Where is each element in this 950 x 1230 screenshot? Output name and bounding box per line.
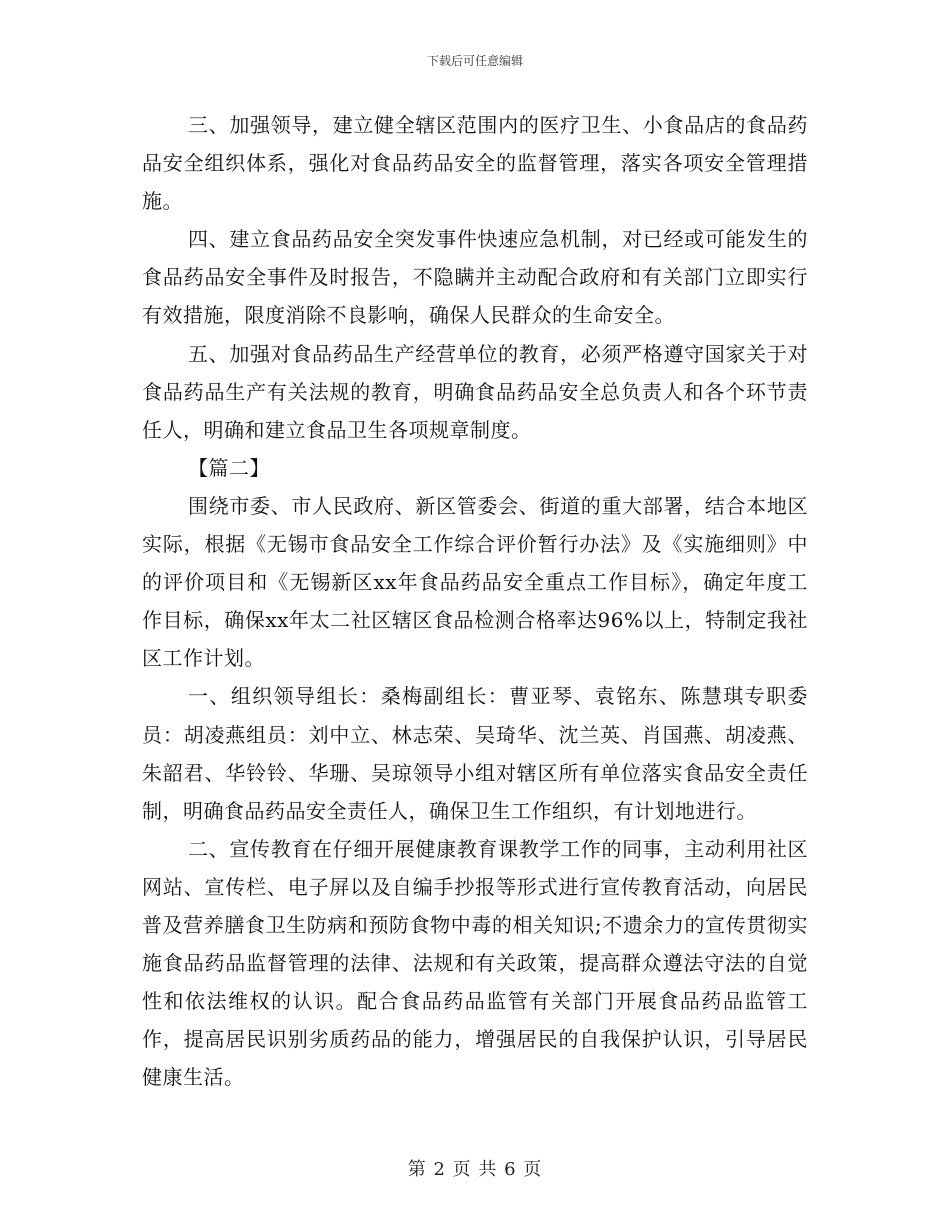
page-header-note: 下载后可任意编辑 — [426, 54, 523, 68]
paragraph-3: 三、加强领导，建立健全辖区范围内的医疗卫生、小食品店的食品药品安全组织体系，强化对食品药品安全的监督管理，落实各项安全管理措施。 — [142, 113, 808, 214]
paragraph-5: 五、加强对食品药品生产经营单位的教育，必须严格遵守国家关于对食品药品生产有关法规的教育，明确食品药品安全总负责人和各个环节责任人，明确和建立食品卫生各项规章制度。 — [142, 341, 808, 442]
page-footer-number: 第 2 页 共 6 页 — [407, 1159, 543, 1180]
section-heading: 【篇二】 — [188, 455, 270, 480]
paragraph-4: 四、建立食品药品安全突发事件快速应急机制，对已经或可能发生的食品药品安全事件及时报告，不隐瞒并主动配合政府和有关部门立即实行有效措施，限度消除不良影响，确保人民群众的生命安全。 — [142, 227, 808, 328]
paragraph-publicity: 二、宣传教育在仔细开展健康教育课教学工作的同事，主动利用社区网站、宣传栏、电子屏以及自编手抄报等形式进行宣传教育活动，向居民普及营养膳食卫生防病和预防食物中毒的相关知识;不遗余力的宣传贯彻实施食品药品监督管理的法律、法规和有关政策，提高群众遵法守法的自觉性和依法维权的认识。配合食品药品监管有关部门开展食品药品监管工作，提高居民识别劣质药品的能力，增强居民的自我保护认识，引导居民健康生活。 — [142, 836, 808, 1090]
paragraph-intro: 围绕市委、市人民政府、新区管委会、街道的重大部署，结合本地区实际，根据《无锡市食品安全工作综合评价暂行办法》及《实施细则》中的评价项目和《无锡新区xx年食品药品安全重点工作目标》，确定年度工作目标，确保xx年太二社区辖区食品检测合格率达96%以上，特制定我社区工作计划。 — [142, 493, 808, 671]
document-body — [142, 106, 808, 1096]
paragraph-organization: 一、组织领导组长：桑梅副组长：曹亚琴、袁铭东、陈慧琪专职委员：胡凌燕组员：刘中立、林志荣、吴琦华、沈兰英、肖国燕、胡凌燕、朱韶君、华铃铃、华珊、吴琼领导小组对辖区所有单位落实食品安全责任制，明确食品药品安全责任人，确保卫生工作组织，有计划地进行。 — [142, 684, 808, 823]
